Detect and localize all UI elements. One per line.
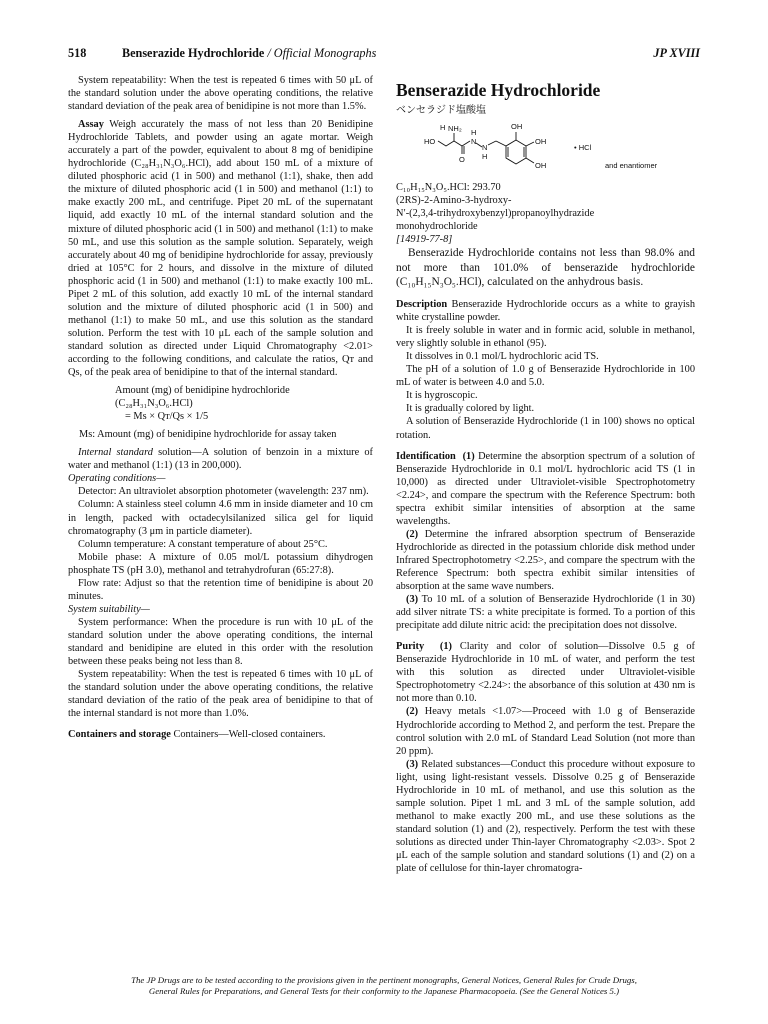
ms-definition: Ms: Amount (mg) of benidipine hydrochloride for assay taken: [79, 429, 337, 441]
molecule-info: [396, 181, 695, 246]
identification-3: (3) To 10 mL of a solution of Benserazide Hydrochloride (1 in 30) add silver nitrate TS: a white precipitate is formed. To a portion of this precipitate add dilute nitric acid: the precipitation does not dissolve.: [396, 594, 695, 632]
ph: The pH of a solution of 1.0 g of Benserazide Hydrochloride in 100 mL of water is between 4.0 and 5.0.: [396, 364, 695, 389]
monograph-title: Benserazide Hydrochloride: [396, 80, 601, 100]
label-n1: N: [471, 137, 477, 147]
description-section: Description Benserazide Hydrochloride occurs as a white to grayish white crystalline powder.: [396, 299, 695, 324]
label-h: H: [440, 123, 446, 133]
hygroscopic: It is hygroscopic.: [406, 390, 478, 402]
page-header: [68, 46, 700, 64]
system-performance: System performance: When the procedure is run with 10 μL of the standard solution under the above operating conditions, the internal standard and benidipine are eluted in this order with the resolution between these peaks being not less than 8.: [68, 616, 373, 668]
purity-2: (2) Heavy metals <1.07>—Proceed with 1.0 g of Benserazide Hydrochloride according to Method 2, and perform the test. Prepare the control solution with 2.0 mL of Standard Lead Solution (not more than 20 ppm).: [396, 706, 695, 757]
system-repeatability-2: System repeatability: When the test is repeated 6 times with 10 μL of the standard solution under the above operating conditions, the relative standard deviation of the ratio of the peak area of benidipine to that of the internal standard is not more than 1.0%.: [68, 669, 373, 720]
dissolves: It dissolves in 0.1 mol/L hydrochloric acid TS.: [406, 351, 599, 363]
column-spec: Column: A stainless steel column 4.6 mm in inside diameter and 10 cm in length, packed with octadecylsilanized silica gel for liquid chromatography (3 μm in particle diameter).: [68, 499, 373, 537]
molecular-formula: C₁₀H₁₅N₃O₅.HCl: 293.70: [396, 182, 501, 194]
label-nh2: NH₂: [448, 124, 462, 134]
iupac-line-3: monohydrochloride: [396, 221, 478, 233]
footer-line-2: General Rules for Preparations, and General Tests for their conformity to the Japanese Pharmacopoeia. (See the General Notices 5.): [148, 986, 620, 996]
solubility: It is freely soluble in water and in formic acid, soluble in methanol, very slightly soluble in ethanol (95).: [396, 325, 695, 350]
detector: Detector: An ultraviolet absorption photometer (wavelength: 237 nm).: [78, 486, 369, 498]
cas-number: [14919-77-8]: [396, 234, 453, 246]
page-number: 518: [68, 46, 87, 60]
operating-conditions-heading: Operating conditions—: [68, 473, 166, 485]
iupac-line-2: N′-(2,3,4-trihydroxybenzyl)propanoylhydrazide: [396, 208, 595, 220]
japanese-name: ベンセラジド塩酸塩: [396, 105, 486, 116]
label-ho: HO: [424, 137, 436, 147]
intro-statement: Benserazide Hydrochloride contains not less than 98.0% and not more than 101.0% of benserazide hydrochloride (C₁₀H₁₅N₃O₅.HCl), calculated on the anhydrous basis.: [396, 247, 695, 289]
running-title: Benserazide Hydrochloride / Official Monographs: [122, 46, 377, 60]
optical-rotation: A solution of Benserazide Hydrochloride (1 in 100) shows no optical rotation.: [396, 416, 695, 441]
internal-standard: Internal standard solution—A solution of benzoin in a mixture of water and methanol (1:1) (13 in 200,000).: [68, 447, 373, 472]
page-footer: [96, 975, 672, 997]
label-oh-top: OH: [511, 122, 523, 132]
flow-rate: Flow rate: Adjust so that the retention time of benidipine is about 20 minutes.: [68, 577, 373, 602]
right-column: [396, 70, 695, 875]
label-nh-top: H: [471, 128, 477, 138]
label-oh-right: OH: [535, 137, 547, 147]
system-repeatability-1: System repeatability: When the test is repeated 6 times with 50 μL of the standard solution under the above operating conditions, the relative standard deviation of the peak area of benidipine is not more than 1.5%.: [68, 75, 373, 113]
system-suitability-heading: System suitability—: [68, 603, 150, 615]
assay-formula: Amount (mg) of benidipine hydrochloride (C₂₈H₃₁N₃O₆.HCl) = Ms × Qᴛ/Qs × 1/5: [115, 385, 290, 423]
assay-section: Assay Weigh accurately the mass of not less than 20 Benidipine Hydrochloride Tablets, and powder using an agate mortar. Weigh accurately a part of the powder, equivalent to about 8 mg of benidipine hydrochloride (C₂₈H₃₁N₃O₆.HCl), add about 150 mL of a mixture of diluted phosphoric acid (1 in 500) and methanol (1:1), shake, then add the mixture of diluted phosphoric acid (1 in 500) and methanol (1:1) to make exactly 200 mL, and centrifuge. Pipet 20 mL of the supernatant liquid, add exactly 10 mL of the internal standard solution and the mixture of diluted phosphoric acid (1 in 500) and methanol (1:1) to make 50 mL, and use this solution as the sample solution. Separately, weigh accurately about 40 mg of benidipine hydrochloride for assay, previously dried at 105°C for 2 hours, and dissolve in the mixture of diluted phosphoric acid (1 in 500) and methanol (1:1) to make exactly 100 mL. Pipet 2 mL of this solution, add exactly 10 mL of the internal standard solution and the mixture of diluted phosphoric acid (1 in 500) and methanol (1:1) to make 50 mL, and use this solution as the standard solution. Perform the test with 10 μL each of the sample solution and standard solution as directed under Liquid Chromatography <2.01> according to the following conditions, and calculate the ratios, Qᴛ and Qs, of the peak area of benidipine to that of the internal standard.: [68, 119, 373, 379]
label-hcl: • HCl: [574, 143, 592, 153]
containers-storage: Containers and storage Containers—Well-closed containers.: [68, 729, 326, 741]
purity-1: Purity (1) Clarity and color of solution—Dissolve 0.5 g of Benserazide Hydrochloride in 10 mL of water, and perform the test with this solution as directed under Ultraviolet-visible Spectrophotometry <2.24>: the absorbance of this solution at 430 nm is not more than 0.10.: [396, 641, 695, 705]
footer-line-1: The JP Drugs are to be tested according to the provisions given in the pertinent monographs, General Notices, General Rules for Crude Drugs,: [131, 975, 637, 985]
label-n2: N: [482, 143, 488, 153]
left-column: [68, 74, 373, 741]
label-nh-bot: H: [482, 152, 488, 162]
iupac-line-1: (2RS)-2-Amino-3-hydroxy-: [396, 195, 512, 207]
purity-3: (3) Related substances—Conduct this procedure without exposure to light, using light-resistant vessels. Dissolve 0.25 g of Benserazide Hydrochloride in 10 mL of methanol, and use this solution as the sample solution. Pipet 1 mL and 3 mL of the sample solution, add methanol to make exactly 200 mL, and use these solutions as the standard solution (1) and (2), respectively. Perform the test with these solutions as directed under Thin-layer Chromatography <2.03>. Spot 2 μL each of the sample solution and standard solutions (1) and (2) on a plate of cellulose for thin-layer chromatogra-: [396, 758, 695, 875]
benserazide-structure-svg: [396, 119, 695, 177]
column-temperature: Column temperature: A constant temperature of about 25°C.: [78, 538, 328, 550]
mobile-phase: Mobile phase: A mixture of 0.05 mol/L potassium dihydrogen phosphate TS (pH 3.0), methanol and tetrahydrofuran (65:27:8).: [68, 551, 373, 576]
edition-label: JP XVIII: [653, 46, 700, 60]
light-sensitivity: It is gradually colored by light.: [406, 403, 535, 415]
identification-1: Identification (1) Determine the absorption spectrum of a solution of Benserazide Hydrochloride in 0.1 mol/L hydrochloric acid TS (1 in 10,000) as directed under Ultraviolet-visible Spectrophotometry <2.24>, and compare the spectrum with the Reference Spectrum: both spectra exhibit similar intensities of absorption at the same wavelengths.: [396, 450, 695, 527]
label-enantiomer: and enantiomer: [605, 161, 658, 171]
label-o: O: [459, 155, 465, 165]
structural-formula: [396, 119, 695, 177]
identification-2: (2) Determine the infrared absorption spectrum of Benserazide Hydrochloride as directed in the potassium chloride disk method under Infrared Spectrophotometry <2.25>, and compare the spectrum with the Reference Spectrum: both spectra exhibit similar intensities of absorption at the same wave numbers.: [396, 528, 695, 593]
label-oh-bottom: OH: [535, 161, 547, 171]
